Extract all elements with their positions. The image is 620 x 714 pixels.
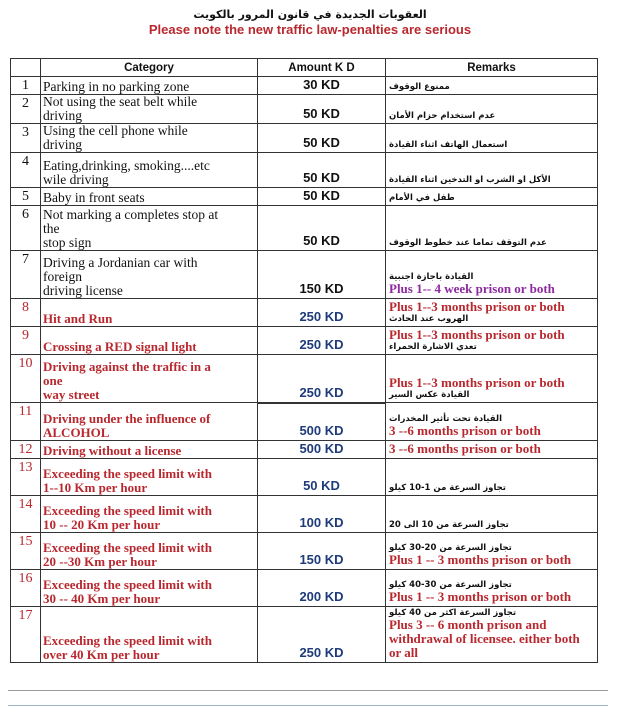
table-row (11, 533, 598, 570)
row-category (41, 251, 258, 299)
remark-arabic: القيادة باجازة اجنبية (389, 272, 474, 282)
category-line: over 40 Km per hour (43, 647, 160, 662)
category-line: Driving a Jordanian car with (43, 255, 198, 270)
remark-arabic: تجاوز السرعة من 10 الى 20 (389, 520, 509, 530)
row-remarks (386, 188, 598, 206)
title-arabic: العقوبات الجديدة في قانون المرور بالكويت (193, 8, 427, 21)
remark-arabic: تعدي الاشارة الحمراء (389, 342, 477, 352)
remark-arabic: القيادة عكس السير (389, 390, 470, 400)
table-row (11, 327, 598, 355)
category-line: Using the cell phone while (43, 123, 188, 138)
remark-penalty: Plus 1--3 months prison or both (389, 327, 565, 342)
row-category (41, 299, 258, 327)
row-number: 13 (11, 459, 41, 496)
footer-divider (8, 690, 608, 691)
row-number: 17 (11, 607, 41, 663)
row-category (41, 153, 258, 188)
category-line: driving license (43, 283, 123, 298)
row-category (41, 188, 258, 206)
category-line: driving (43, 137, 82, 152)
row-number: 12 (11, 441, 41, 459)
remark-penalty: Plus 3 -- 6 month prison and withdrawal of licensee. either both or all (389, 617, 580, 660)
row-number: 11 (11, 403, 41, 441)
table-row (11, 153, 598, 188)
row-amount: 250 KD (258, 299, 386, 327)
category-line: Exceeding the speed limit with (43, 577, 212, 592)
row-number: 9 (11, 327, 41, 355)
row-amount: 50 KD (258, 124, 386, 153)
category-line: 1--10 Km per hour (43, 480, 148, 495)
row-category (41, 570, 258, 607)
row-remarks (386, 496, 598, 533)
row-number: 14 (11, 496, 41, 533)
category-line: one (43, 373, 63, 388)
row-category (41, 441, 258, 459)
remark-penalty: Plus 1 -- 3 months prison or both (389, 589, 572, 604)
category-line: Driving under the influence of (43, 411, 211, 426)
row-amount: 50 KD (258, 459, 386, 496)
remark-penalty: Plus 1--3 months prison or both (389, 299, 565, 314)
row-amount: 200 KD (258, 570, 386, 607)
row-amount: 250 KD (258, 327, 386, 355)
row-number: 5 (11, 188, 41, 206)
remark-arabic: استعمال الهاتف اثناء القيادة (389, 140, 508, 150)
row-category (41, 607, 258, 663)
row-number: 16 (11, 570, 41, 607)
category-line: Driving against the traffic in a (43, 359, 211, 374)
category-line: Driving without a license (43, 443, 182, 458)
row-category (41, 403, 258, 441)
row-remarks (386, 607, 598, 663)
row-remarks (386, 327, 598, 355)
title-english: Please note the new traffic law-penalties are serious (148, 22, 472, 37)
table-row (11, 403, 598, 441)
table-row (11, 124, 598, 153)
row-remarks (386, 299, 598, 327)
category-line: 10 -- 20 Km per hour (43, 517, 161, 532)
remark-arabic: عدم التوقف تماما عند خطوط الوقوف (389, 238, 547, 248)
category-line: Eating,drinking, smoking....etc (43, 158, 210, 173)
row-number: 1 (11, 77, 41, 95)
row-number: 7 (11, 251, 41, 299)
row-amount: 30 KD (258, 77, 386, 95)
remark-arabic: تجاوز السرعة اكثر من 40 كيلو (389, 608, 517, 618)
category-line: way street (43, 387, 100, 402)
table-header-row (11, 59, 598, 77)
category-line: foreign (43, 269, 82, 284)
category-line: Hit and Run (43, 311, 113, 326)
row-number: 6 (11, 206, 41, 251)
remark-arabic: تجاوز السرعة من 1-10 كيلو (389, 483, 506, 493)
remark-penalty: 3 --6 months prison or both (389, 441, 541, 456)
remark-arabic: تجاوز السرعة من 20-30 كيلو (389, 543, 512, 553)
table-row (11, 299, 598, 327)
row-number: 2 (11, 95, 41, 124)
row-amount: 100 KD (258, 496, 386, 533)
penalties-table (10, 58, 598, 663)
row-amount: 50 KD (258, 95, 386, 124)
row-remarks (386, 153, 598, 188)
row-amount: 500 KD (258, 403, 386, 441)
table-row (11, 496, 598, 533)
remark-arabic: طفل في الأمام (389, 193, 455, 203)
row-category (41, 327, 258, 355)
category-line: Baby in front seats (43, 190, 145, 205)
category-line: Crossing a RED signal light (43, 339, 197, 354)
category-line: stop sign (43, 235, 92, 250)
table-row (11, 459, 598, 496)
row-category (41, 355, 258, 403)
remark-arabic: ممنوع الوقوف (389, 82, 450, 92)
row-remarks (386, 77, 598, 95)
remark-penalty: Plus 1 -- 3 months prison or both (389, 552, 572, 567)
remark-penalty: Plus 1-- 4 week prison or both (389, 281, 555, 296)
row-number: 15 (11, 533, 41, 570)
table-row (11, 570, 598, 607)
category-line: the (43, 221, 60, 236)
category-line: Exceeding the speed limit with (43, 633, 212, 648)
category-line: Not marking a completes stop at (43, 207, 219, 222)
row-number: 8 (11, 299, 41, 327)
remark-arabic: تجاوز السرعة من 30-40 كيلو (389, 580, 512, 590)
header-remarks: Remarks (386, 59, 598, 77)
row-number: 4 (11, 153, 41, 188)
row-category (41, 533, 258, 570)
header-amount: Amount K D (258, 59, 386, 77)
row-amount: 250 KD (258, 607, 386, 663)
remark-arabic: القيادة تحت تأثير المخدرات (389, 414, 502, 424)
category-line: Exceeding the speed limit with (43, 503, 212, 518)
table-row (11, 607, 598, 663)
category-line: ALCOHOL (43, 425, 110, 440)
table-row (11, 251, 598, 299)
category-line: Exceeding the speed limit with (43, 540, 212, 555)
row-amount: 50 KD (258, 206, 386, 251)
table-row (11, 95, 598, 124)
remark-arabic: الهروب عند الحادث (389, 314, 469, 324)
table-row (11, 355, 598, 403)
row-remarks (386, 206, 598, 251)
row-remarks (386, 355, 598, 403)
header-number (11, 59, 41, 77)
row-remarks (386, 124, 598, 153)
row-category (41, 124, 258, 153)
category-line: Parking in no parking zone (43, 79, 190, 94)
row-category (41, 459, 258, 496)
row-amount: 150 KD (258, 533, 386, 570)
row-amount: 500 KD (258, 441, 386, 459)
row-amount: 50 KD (258, 153, 386, 188)
row-amount: 50 KD (258, 188, 386, 206)
row-category (41, 95, 258, 124)
row-remarks (386, 95, 598, 124)
table-row (11, 77, 598, 95)
row-remarks (386, 403, 598, 441)
remark-penalty: 3 --6 months prison or both (389, 423, 541, 438)
category-line: wile driving (43, 172, 109, 187)
category-line: 20 --30 Km per hour (43, 554, 157, 569)
row-remarks (386, 570, 598, 607)
table-row (11, 206, 598, 251)
row-category (41, 206, 258, 251)
remark-arabic: الأكل او الشرب او التدخين اثناء القيادة (389, 175, 551, 185)
row-remarks (386, 459, 598, 496)
header-category: Category (41, 59, 258, 77)
row-remarks (386, 441, 598, 459)
row-amount: 150 KD (258, 251, 386, 299)
remark-arabic: عدم استخدام حزام الأمان (389, 111, 496, 121)
category-line: 30 -- 40 Km per hour (43, 591, 161, 606)
row-number: 10 (11, 355, 41, 403)
row-category (41, 77, 258, 95)
category-line: Not using the seat belt while (43, 94, 198, 109)
row-category (41, 496, 258, 533)
row-number: 3 (11, 124, 41, 153)
remark-penalty: Plus 1--3 months prison or both (389, 375, 565, 390)
row-remarks (386, 251, 598, 299)
table-row (11, 188, 598, 206)
category-line: Exceeding the speed limit with (43, 466, 212, 481)
table-row (11, 441, 598, 459)
footer-divider-secondary (8, 705, 608, 706)
category-line: driving (43, 108, 82, 123)
row-remarks (386, 533, 598, 570)
row-amount: 250 KD (258, 355, 386, 403)
